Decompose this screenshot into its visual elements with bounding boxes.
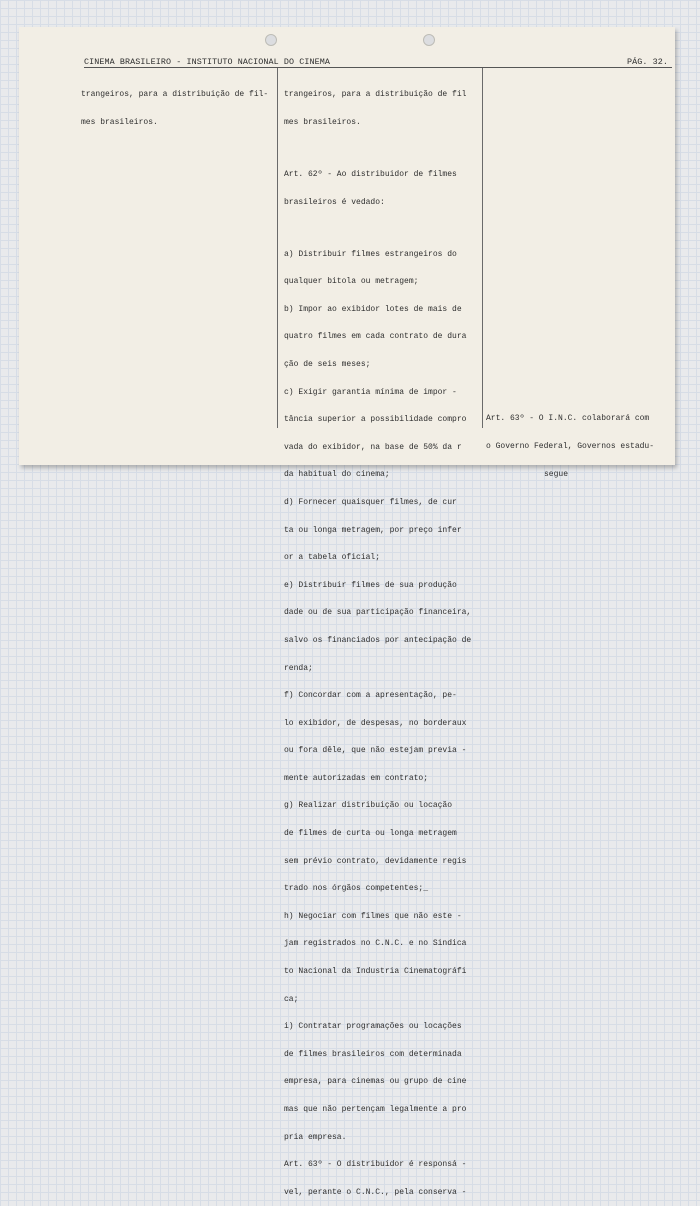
text-line: trangeiros, para a distribuição de fil xyxy=(284,90,467,100)
punch-hole-right xyxy=(423,34,435,46)
text-line: b) Impor ao exibidor lotes de mais de xyxy=(284,304,462,314)
text-line: g) Realizar distribuição ou locação xyxy=(284,801,453,811)
text-line: mes brasileiros. xyxy=(284,118,361,127)
text-line: ou fora dêle, que não estejam previa - xyxy=(284,746,467,756)
paragraph-gap xyxy=(284,225,471,231)
text-line: h) Negociar com filmes que não este - xyxy=(284,911,462,921)
right-column xyxy=(486,396,654,488)
text-line: f) Concordar com a apresentação, pe- xyxy=(284,691,457,701)
text-line: pria empresa. xyxy=(284,1132,347,1142)
text-line: ta ou longa metragem, por preço infer xyxy=(284,525,462,535)
text-line: Art. 63º - O distribuidor é responsá - xyxy=(284,1160,467,1170)
text-line: d) Fornecer quaisquer filmes, de cur xyxy=(284,497,457,507)
text-line: tância superior a possibilidade compro xyxy=(284,415,467,425)
left-column xyxy=(81,72,268,136)
header-rule xyxy=(84,67,672,68)
text-line: o Governo Federal, Governos estadu- xyxy=(486,442,655,451)
text-line: to Nacional da Industria Cinematográfi xyxy=(284,967,467,977)
paragraph-gap xyxy=(284,146,471,152)
text-line: ção de seis meses; xyxy=(284,359,371,369)
text-line: Art. 62º - Ao distribuidor de filmes xyxy=(284,170,457,179)
text-line: salvo os financiados por antecipação de xyxy=(284,635,472,645)
middle-column xyxy=(284,72,471,1206)
column-divider-right xyxy=(482,68,483,428)
text-line: mes brasileiros. xyxy=(81,118,158,127)
column-divider-left xyxy=(277,68,278,428)
header-title: CINEMA BRASILEIRO - INSTITUTO NACIONAL DO CINEMA xyxy=(84,57,331,67)
punch-hole-left xyxy=(265,34,277,46)
text-line: dade ou de sua participação financeira, xyxy=(284,608,472,618)
text-line: de filmes brasileiros com determinada xyxy=(284,1049,462,1059)
text-line: i) Contratar programações ou locações xyxy=(284,1022,462,1032)
text-line: vel, perante o C.N.C., pela conserva - xyxy=(284,1187,467,1197)
text-line: qualquer bitola ou metragem; xyxy=(284,277,419,287)
continuation-note: segue xyxy=(544,469,569,479)
text-line: mente autorizadas em contrato; xyxy=(284,773,429,783)
text-line: mas que não pertençam legalmente a pro xyxy=(284,1105,467,1114)
text-line: trado nos órgãos competentes;_ xyxy=(284,884,429,894)
text-line: vada do exibidor, na base de 50% da r xyxy=(284,442,462,452)
text-line: quatro filmes em cada contrato de dura xyxy=(284,332,467,342)
text-line: brasileiros é vedado: xyxy=(284,197,385,207)
page-header xyxy=(60,53,680,65)
text-line: trangeiros, para a distribuição de fil- xyxy=(81,90,269,100)
text-line: or a tabela oficial; xyxy=(284,553,381,563)
text-line: c) Exigir garantia mínima de impor - xyxy=(284,387,457,397)
text-line: e) Distribuir filmes de sua produção xyxy=(284,580,457,590)
text-line: ca; xyxy=(284,994,299,1004)
text-line: de filmes de curta ou longa metragem xyxy=(284,829,457,839)
text-line: renda; xyxy=(284,663,313,673)
page-number: PÁG. 32. xyxy=(627,57,669,67)
text-line: da habitual do cinema; xyxy=(284,470,390,480)
text-line: lo exibidor, de despesas, no borderaux xyxy=(284,718,467,728)
text-line: Art. 63º - O I.N.C. colaborará com xyxy=(486,414,650,424)
text-line: empresa, para cinemas ou grupo de cine xyxy=(284,1077,467,1087)
text-line: jam registrados no C.N.C. e no Sindica xyxy=(284,939,467,949)
text-line: a) Distribuir filmes estrangeiros do xyxy=(284,249,457,259)
text-line: sem prévio contrato, devidamente regis xyxy=(284,856,467,866)
